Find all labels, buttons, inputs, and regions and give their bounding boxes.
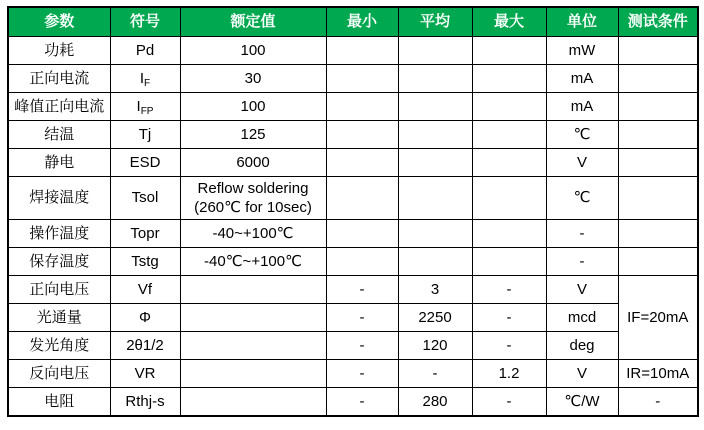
table-row: [8, 37, 698, 65]
unit-cell: V: [546, 149, 618, 177]
rated-cell: [180, 276, 326, 304]
rated-cell: -40℃~+100℃: [180, 248, 326, 276]
max-cell: [472, 220, 546, 248]
param-cell: 电阻: [8, 388, 110, 417]
avg-cell: 3: [398, 276, 472, 304]
symbol-cell: Tsol: [110, 177, 180, 220]
rated-cell: 6000: [180, 149, 326, 177]
table-row: [8, 121, 698, 149]
header-row: [8, 7, 698, 37]
max-cell: [472, 65, 546, 93]
avg-cell: [398, 93, 472, 121]
col-header-min: 最小: [326, 7, 398, 37]
min-cell: [326, 248, 398, 276]
min-cell: [326, 121, 398, 149]
avg-cell: [398, 220, 472, 248]
unit-cell: mA: [546, 93, 618, 121]
max-cell: [472, 37, 546, 65]
symbol-cell: Tj: [110, 121, 180, 149]
col-header-symbol: 符号: [110, 7, 180, 37]
table-row: [8, 388, 698, 417]
rated-cell: 100: [180, 93, 326, 121]
min-cell: [326, 65, 398, 93]
param-cell: 结温: [8, 121, 110, 149]
cond-cell: [618, 37, 698, 65]
min-cell: [326, 93, 398, 121]
table-row: [8, 248, 698, 276]
col-header-test-condition: 测试条件: [618, 7, 698, 37]
col-header-parameter: 参数: [8, 7, 110, 37]
param-cell: 焊接温度: [8, 177, 110, 220]
param-cell: 保存温度: [8, 248, 110, 276]
cond-cell: -: [618, 388, 698, 417]
avg-cell: [398, 37, 472, 65]
symbol-cell: $I_{FP}$: [110, 93, 180, 121]
unit-cell: ℃: [546, 177, 618, 220]
max-cell: [472, 149, 546, 177]
avg-cell: [398, 177, 472, 220]
max-cell: 1.2: [472, 360, 546, 388]
min-cell: [326, 149, 398, 177]
rated-cell: 125: [180, 121, 326, 149]
min-cell: -: [326, 360, 398, 388]
rated-cell: Reflow soldering (260℃ for 10sec): [180, 177, 326, 220]
rated-cell: [180, 332, 326, 360]
param-cell: 反向电压: [8, 360, 110, 388]
rated-cell: 30: [180, 65, 326, 93]
symbol-cell: Pd: [110, 37, 180, 65]
unit-cell: -: [546, 220, 618, 248]
unit-cell: -: [546, 248, 618, 276]
symbol-cell: Rthj-s: [110, 388, 180, 417]
rated-cell: [180, 304, 326, 332]
symbol-cell: VR: [110, 360, 180, 388]
unit-cell: ℃: [546, 121, 618, 149]
unit-cell: mW: [546, 37, 618, 65]
symbol-cell: ESD: [110, 149, 180, 177]
min-cell: [326, 177, 398, 220]
avg-cell: [398, 65, 472, 93]
rated-cell: -40~+100℃: [180, 220, 326, 248]
param-cell: 正向电流: [8, 65, 110, 93]
max-cell: -: [472, 304, 546, 332]
max-cell: -: [472, 276, 546, 304]
param-cell: 光通量: [8, 304, 110, 332]
rated-cell: 100: [180, 37, 326, 65]
table-row: [8, 360, 698, 388]
unit-cell: mA: [546, 65, 618, 93]
cond-cell: [618, 65, 698, 93]
symbol-cell: Φ: [110, 304, 180, 332]
cond-cell: [618, 149, 698, 177]
unit-cell: V: [546, 360, 618, 388]
cond-cell: [618, 177, 698, 220]
symbol-cell: Vf: [110, 276, 180, 304]
table-row: [8, 304, 698, 332]
table-row: [8, 177, 698, 220]
unit-cell: V: [546, 276, 618, 304]
cond-cell: [618, 121, 698, 149]
param-cell: 峰值正向电流: [8, 93, 110, 121]
min-cell: -: [326, 304, 398, 332]
unit-cell: ℃/W: [546, 388, 618, 417]
symbol-cell: Topr: [110, 220, 180, 248]
avg-cell: -: [398, 360, 472, 388]
param-cell: 正向电压: [8, 276, 110, 304]
max-cell: -: [472, 388, 546, 417]
param-cell: 静电: [8, 149, 110, 177]
max-cell: [472, 177, 546, 220]
table-row: [8, 65, 698, 93]
avg-cell: 120: [398, 332, 472, 360]
min-cell: -: [326, 332, 398, 360]
max-cell: [472, 93, 546, 121]
param-cell: 操作温度: [8, 220, 110, 248]
min-cell: -: [326, 388, 398, 417]
table-row: [8, 93, 698, 121]
max-cell: [472, 248, 546, 276]
max-cell: [472, 121, 546, 149]
cond-cell: IR=10mA: [618, 360, 698, 388]
param-cell: 功耗: [8, 37, 110, 65]
col-header-avg: 平均: [398, 7, 472, 37]
rated-cell: [180, 360, 326, 388]
min-cell: -: [326, 276, 398, 304]
cond-cell: [618, 220, 698, 248]
min-cell: [326, 37, 398, 65]
symbol-cell: 2θ1/2: [110, 332, 180, 360]
unit-cell: deg: [546, 332, 618, 360]
spec-table: [7, 6, 699, 417]
avg-cell: [398, 121, 472, 149]
avg-cell: [398, 149, 472, 177]
rated-cell: [180, 388, 326, 417]
table-row: [8, 276, 698, 304]
cond-cell: [618, 93, 698, 121]
avg-cell: 2250: [398, 304, 472, 332]
table-row: [8, 220, 698, 248]
avg-cell: [398, 248, 472, 276]
table-row: [8, 332, 698, 360]
cond-cell: [618, 248, 698, 276]
col-header-rated-value: 额定值: [180, 7, 326, 37]
max-cell: -: [472, 332, 546, 360]
cond-cell-merged: IF=20mA: [618, 276, 698, 360]
symbol-cell: $I_F$: [110, 65, 180, 93]
col-header-unit: 单位: [546, 7, 618, 37]
table-row: [8, 149, 698, 177]
symbol-cell: Tstg: [110, 248, 180, 276]
col-header-max: 最大: [472, 7, 546, 37]
avg-cell: 280: [398, 388, 472, 417]
param-cell: 发光角度: [8, 332, 110, 360]
min-cell: [326, 220, 398, 248]
unit-cell: mcd: [546, 304, 618, 332]
